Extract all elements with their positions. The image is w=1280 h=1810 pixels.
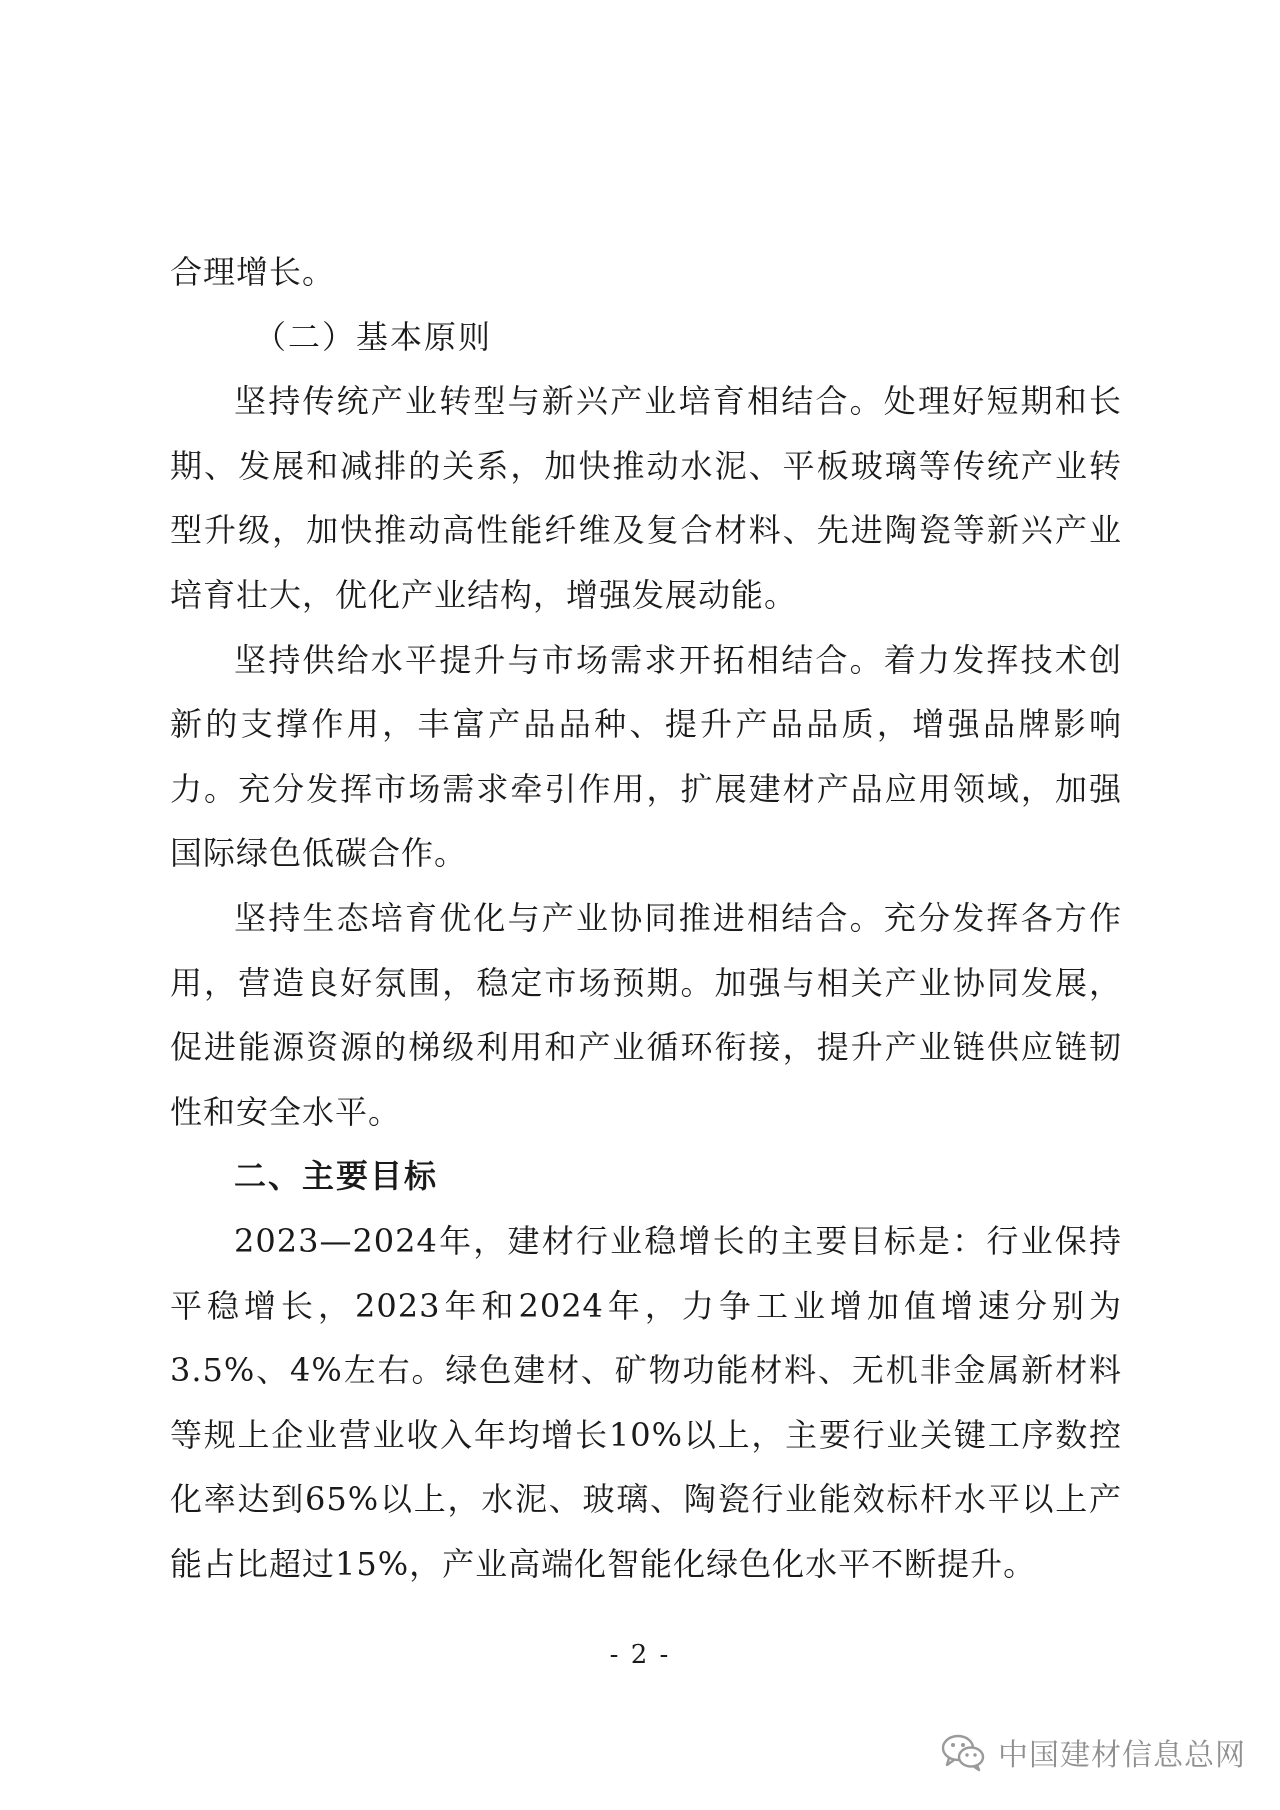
body-paragraph-2: 坚持供给水平提升与市场需求开拓相结合。着力发挥技术创新的支撑作用，丰富产品品种、提升产品品质，增强品牌影响力。充分发挥市场需求牵引作用，扩展建材产品应用领域，加强国际绿色低碳合作。 bbox=[170, 640, 1122, 873]
body-paragraph-4: 2023—2024年，建材行业稳增长的主要目标是：行业保持平稳增长，2023年和2024年，力争工业增加值增速分别为3.5%、4%左右。绿色建材、矿物功能材料、无机非金属新材料等规上企业营业收入年均增长10%以上，主要行业关键工序数控化率达到65%以上，水泥、玻璃、陶瓷行业能效标杆水平以上产能占比超过15%，产业高端化智能化绿色化水平不断提升。 bbox=[170, 1221, 1122, 1583]
document-body bbox=[170, 240, 1122, 1596]
page-number: - 2 - bbox=[609, 1640, 671, 1670]
wechat-icon bbox=[940, 1732, 986, 1772]
body-paragraph-3: 坚持生态培育优化与产业协同推进相结合。充分发挥各方作用，营造良好氛围，稳定市场预期。加强与相关产业协同发展，促进能源资源的梯级利用和产业循环衔接，提升产业链供应链韧性和安全水平。 bbox=[170, 898, 1122, 1131]
watermark bbox=[940, 1730, 1246, 1774]
watermark-text: 中国建材信息总网 bbox=[998, 1738, 1246, 1773]
section-heading: 二、主要目标 bbox=[234, 1157, 439, 1196]
body-paragraph-1: 坚持传统产业转型与新兴产业培育相结合。处理好短期和长期、发展和减排的关系，加快推动水泥、平板玻璃等传统产业转型升级，加快推动高性能纤维及复合材料、先进陶瓷等新兴产业培育壮大，优化产业结构，增强发展动能。 bbox=[170, 382, 1122, 614]
section-subheading: （二）基本原则 bbox=[254, 317, 493, 356]
continuation-paragraph: 合理增长。 bbox=[170, 253, 336, 291]
